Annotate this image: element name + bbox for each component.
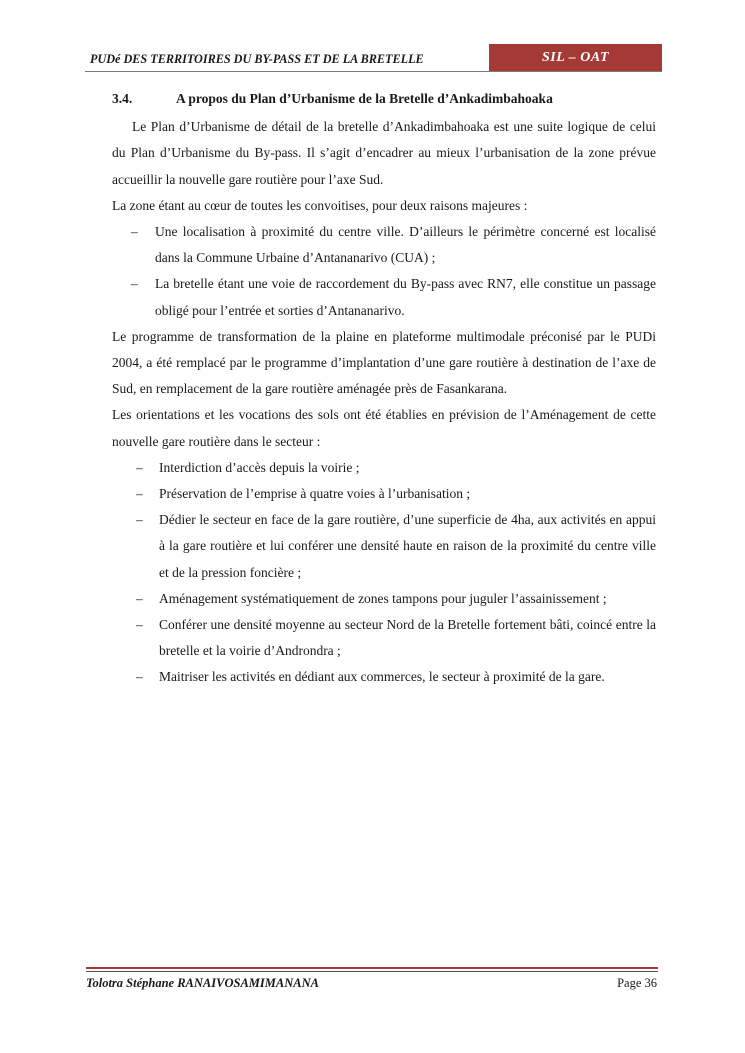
section-heading	[112, 86, 656, 112]
list-item	[112, 507, 656, 586]
dash-bullet: –	[136, 459, 143, 475]
list-item-text: Conférer une densité moyenne au secteur Nord de la Bretelle fortement bâti, coincé entre la bretelle et la voirie d’Androndra ;	[159, 617, 656, 659]
footer-author: Tolotra Stéphane RANAIVOSAMIMANANA	[86, 976, 319, 990]
list-item	[112, 271, 656, 323]
list-item	[112, 586, 656, 612]
list-item-text: Préservation de l’emprise à quatre voies à l’urbanisation ;	[159, 486, 471, 502]
list-item	[112, 219, 656, 271]
section-title: A propos du Plan d’Urbanisme de la Bretelle d’Ankadimbahoaka	[176, 91, 553, 106]
list-item-text: Une localisation à proximité du centre ville. D’ailleurs le périmètre concerné est localisé dans la Commune Urbaine d’Antananarivo (CUA) ;	[155, 224, 656, 266]
orientations-list	[112, 455, 656, 691]
list-item	[112, 612, 656, 664]
header-title: PUDé DES TERRITOIRES DU BY-PASS ET DE LA BRETELLE	[90, 52, 424, 66]
list-item-text: Dédier le secteur en face de la gare routière, d’une superficie de 4ha, aux activités en appui à la gare routière et lui conférer une densité haute en raison de la proximité du centre ville et de la pression foncière ;	[159, 512, 656, 580]
list-item-text: La bretelle étant une voie de raccordement du By-pass avec RN7, elle constitue un passage obligé pour l’entrée et sorties d’Antananarivo.	[155, 276, 656, 318]
list-item-text: Interdiction d’accès depuis la voirie ;	[159, 459, 360, 475]
list-item-text: Maitriser les activités en dédiant aux commerces, le secteur à proximité de la gare.	[159, 669, 605, 685]
dash-bullet: –	[136, 486, 143, 502]
list-item	[112, 455, 656, 481]
section-number: 3.4.	[112, 91, 133, 106]
header-badge: SIL – OAT	[489, 44, 662, 72]
dash-bullet: –	[136, 590, 143, 606]
page-number: Page 36	[617, 976, 657, 990]
list-item	[112, 481, 656, 507]
paragraph-reasons-lead: La zone étant au cœur de toutes les convoitises, pour deux raisons majeures :	[112, 197, 528, 213]
document-body	[112, 86, 656, 691]
footer-divider-accent	[86, 967, 658, 969]
paragraph-orientations-lead: Les orientations et les vocations des sols ont été établies en prévision de l’Aménagement de cette nouvelle gare routière dans le secteur :	[112, 407, 656, 449]
dash-bullet: –	[131, 224, 138, 240]
dash-bullet: –	[136, 617, 143, 633]
list-item-text: Aménagement systématiquement de zones tampons pour juguler l’assainissement ;	[159, 590, 607, 606]
paragraph-programme: Le programme de transformation de la plaine en plateforme multimodale préconisé par le PUDi 2004, a été remplacé par le programme d’implantation d’une gare routière à destination de l’axe de Sud, en remplacement de la gare routière aménagée près de Fasankarana.	[112, 328, 656, 397]
dash-bullet: –	[136, 512, 143, 528]
footer-divider	[86, 971, 658, 972]
paragraph-intro: Le Plan d’Urbanisme de détail de la bretelle d’Ankadimbahoaka est une suite logique de celui du Plan d’Urbanisme du By-pass. Il s’agit d’encadrer au mieux l’urbanisation de la zone prévue accueillir la nouvelle gare routière pour l’axe Sud.	[112, 119, 656, 187]
list-item	[112, 664, 656, 690]
reasons-list	[112, 219, 656, 324]
dash-bullet: –	[136, 669, 143, 685]
dash-bullet: –	[131, 276, 138, 292]
header-divider	[85, 71, 662, 72]
